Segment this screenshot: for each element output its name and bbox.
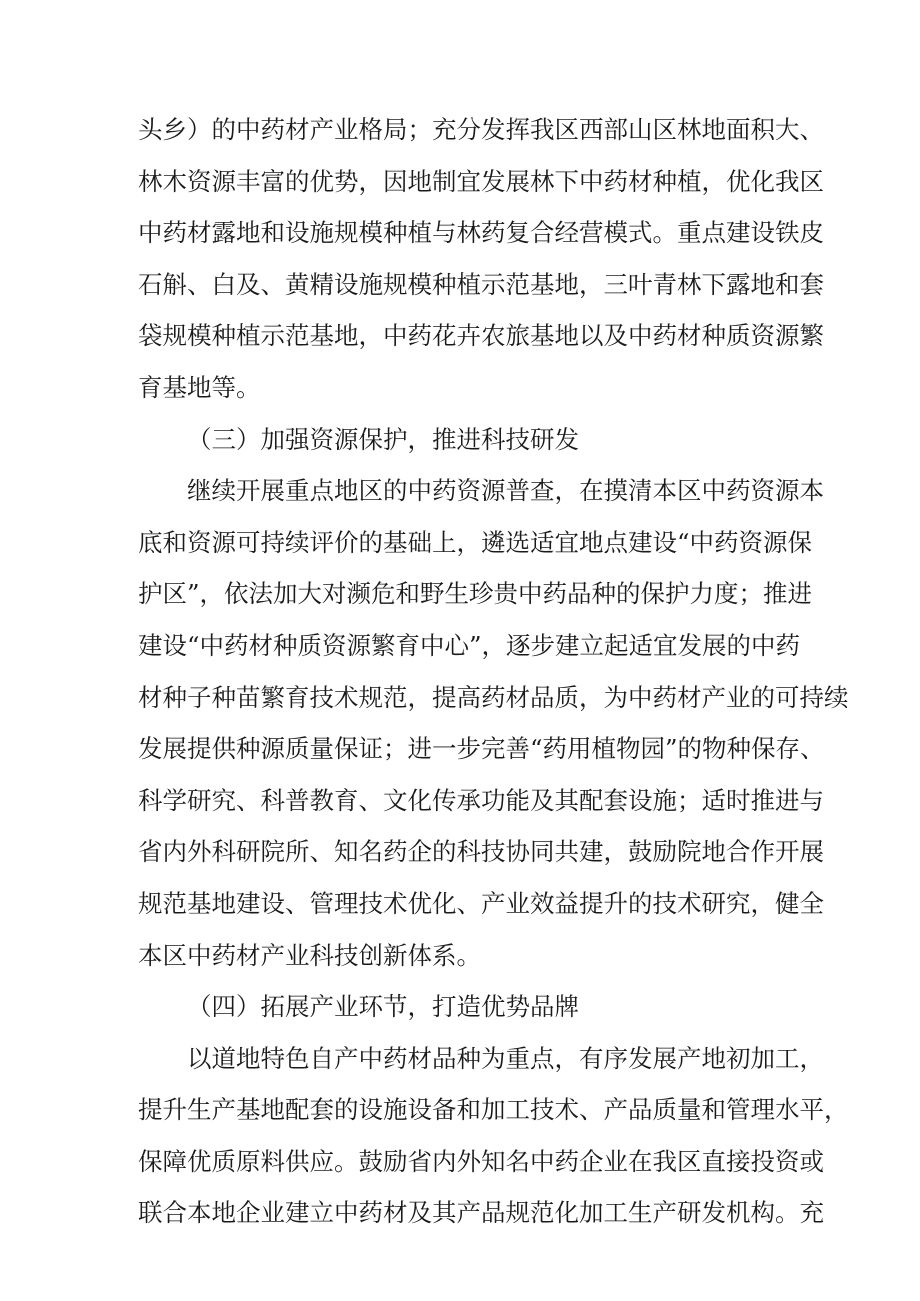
text-line: 省内外科研院所、知名药企的科技协同共建，鼓励院地合作开展 (138, 837, 824, 867)
text-line: 袋规模种植示范基地，中药花卉农旅基地以及中药材种质资源繁 (138, 321, 824, 351)
text-line: 林木资源丰富的优势，因地制宜发展林下中药材种植，优化我区 (138, 166, 824, 196)
section-heading: （四）拓展产业环节，打造优势品牌 (187, 992, 579, 1022)
text-line: 继续开展重点地区的中药资源普查，在摸清本区中药资源本 (187, 476, 824, 506)
paragraph (138, 1033, 849, 1239)
text-line: 联合本地企业建立中药材及其产品规范化加工生产研发机构。充 (138, 1198, 824, 1228)
text-line: 育基地等。 (138, 372, 261, 402)
text-line: 本区中药材产业科技创新体系。 (138, 940, 481, 970)
text-line: 保障优质原料供应。鼓励省内外知名中药企业在我区直接投资或 (138, 1146, 824, 1176)
section-heading: （三）加强资源保护，推进科技研发 (187, 424, 579, 454)
text-line: 科学研究、科普教育、文化传承功能及其配套设施；适时推进与 (138, 785, 824, 815)
text-line: 头乡）的中药材产业格局；充分发挥我区西部山区林地面积大、 (138, 115, 824, 144)
text-line: 规范基地建设、管理技术优化、产业效益提升的技术研究，健全 (138, 888, 824, 918)
text-line: 发展提供种源质量保证；进一步完善“药用植物园”的物种保存、 (138, 734, 825, 764)
text-line: 建设“中药材种质资源繁育中心”，逐步建立起适宜发展的中药 (138, 630, 801, 660)
document-body (138, 104, 849, 1239)
text-line: 石斛、白及、黄精设施规模种植示范基地，三叶青林下露地和套 (138, 269, 824, 299)
text-line: 底和资源可持续评价的基础上，遴选适宜地点建设“中药资源保 (138, 527, 813, 557)
paragraph-continuation (138, 104, 824, 414)
paragraph (138, 465, 849, 981)
text-line: 以道地特色自产中药材品种为重点，有序发展产地初加工， (187, 1043, 824, 1073)
text-line: 护区”，依法加大对濒危和野生珍贵中药品种的保护力度；推进 (138, 579, 813, 609)
text-line: 材种子种苗繁育技术规范，提高药材品质，为中药材产业的可持续 (138, 682, 849, 712)
text-line: 中药材露地和设施规模种植与林药复合经营模式。重点建设铁皮 (138, 218, 824, 248)
text-line: 提升生产基地配套的设施设备和加工技术、产品质量和管理水平， (138, 1095, 849, 1125)
